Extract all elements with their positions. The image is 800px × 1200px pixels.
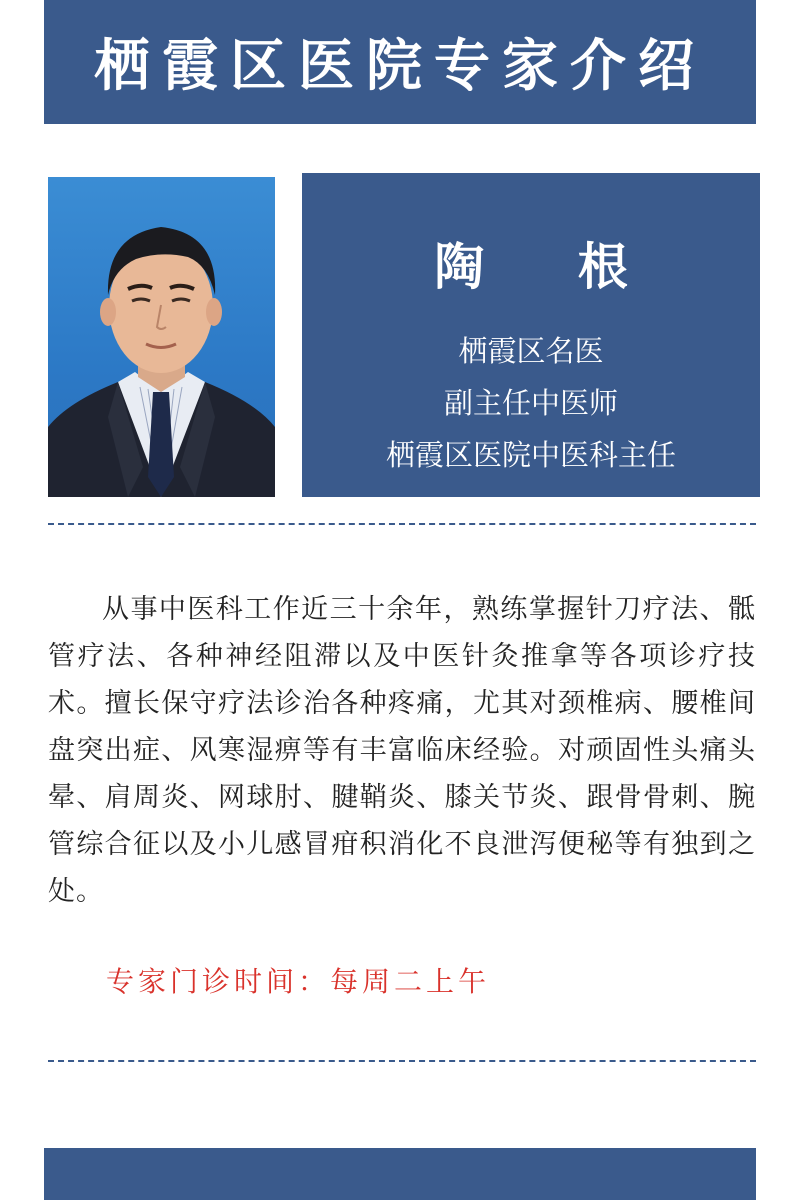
- doctor-bio: 从事中医科工作近三十余年，熟练掌握针刀疗法、骶管疗法、各种神经阻滞以及中医针灸推拿等各项诊疗技术。擅长保守疗法诊治各种疼痛，尤其对颈椎病、腰椎间盘突出症、风寒湿痹等有丰富临床经验。对顽固性头痛头晕、肩周炎、网球肘、腱鞘炎、膝关节炎、跟骨骨刺、腕管综合征以及小儿感冒疳积消化不良泄泻便秘等有独到之处。: [48, 594, 756, 907]
- page-title: 栖霞区医院专家介绍: [94, 34, 706, 99]
- header-banner: [44, 0, 756, 124]
- doctor-title-line: 栖霞区名医: [458, 334, 604, 368]
- dashed-divider-top: [48, 523, 756, 525]
- doctor-info-panel: [302, 173, 760, 497]
- dashed-divider-bottom: [48, 1060, 756, 1062]
- doctor-portrait-image: [48, 177, 275, 497]
- doctor-name: 陶 根: [434, 238, 666, 296]
- doctor-photo: [48, 177, 275, 497]
- clinic-hours: 专家门诊时间：每周二上午: [106, 965, 491, 998]
- doctor-title-line: 栖霞区医院中医科主任: [385, 438, 676, 472]
- footer-banner: [44, 1148, 756, 1200]
- doctor-title-line: 副主任中医师: [443, 386, 618, 420]
- doctor-titles: [302, 325, 760, 481]
